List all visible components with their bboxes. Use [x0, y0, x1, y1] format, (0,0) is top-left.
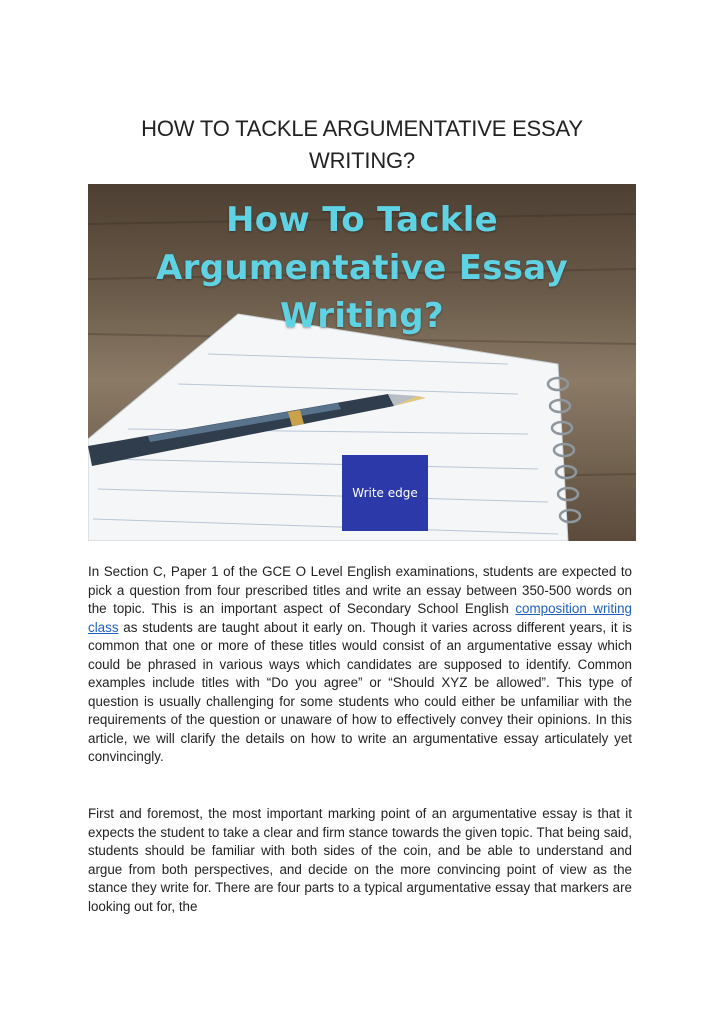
- brand-logo-text: Write edge: [352, 486, 418, 500]
- document-title: HOW TO TACKLE ARGUMENTATIVE ESSAY WRITING?: [141, 116, 583, 173]
- hero-title-line-1: How To Tackle: [225, 200, 499, 240]
- paragraph-intro-text-end: as students are taught about it early on. Though it varies across different years, it is common that one or more of these titles would consist of an argumentative essay which could be phrased in various ways which candidates are supposed to identify. Common examples include titles with “Do you agree” or “Should XYZ be allowed”. This type of question is usually challenging for some students who could either be unfamiliar with the requirements of the question or unaware of how to effectively convey their opinions. In this article, we will clarify the details on how to write an argumentative essay articulately yet convincingly.: [88, 619, 632, 764]
- hero-image: [88, 184, 636, 541]
- hero-title-line-2: Argumentative Essay: [156, 248, 568, 288]
- hero-title-line-3: Writing?: [280, 296, 444, 336]
- paragraph-intro: [88, 563, 632, 767]
- composition-writing-class-link[interactable]: composition writing class: [88, 601, 632, 635]
- paragraph-first-and-foremost: First and foremost, the most important marking point of an argumentative essay is that it expects the student to take a clear and firm stance towards the given topic. That being said, students should be familiar with both sides of the coin, and be able to understand and argue from both perspectives, and decide on the more convincing point of view as the stance they write for. There are four parts to a typical argumentative essay that markers are looking out for, the: [88, 806, 632, 914]
- brand-logo: [342, 455, 428, 531]
- paragraph-intro-text-start: In Section C, Paper 1 of the GCE O Level English examinations, students are expected to pick a question from four prescribed titles and write an essay between 350-500 words on the topic. This is an important aspect of Secondary School English: [88, 564, 632, 616]
